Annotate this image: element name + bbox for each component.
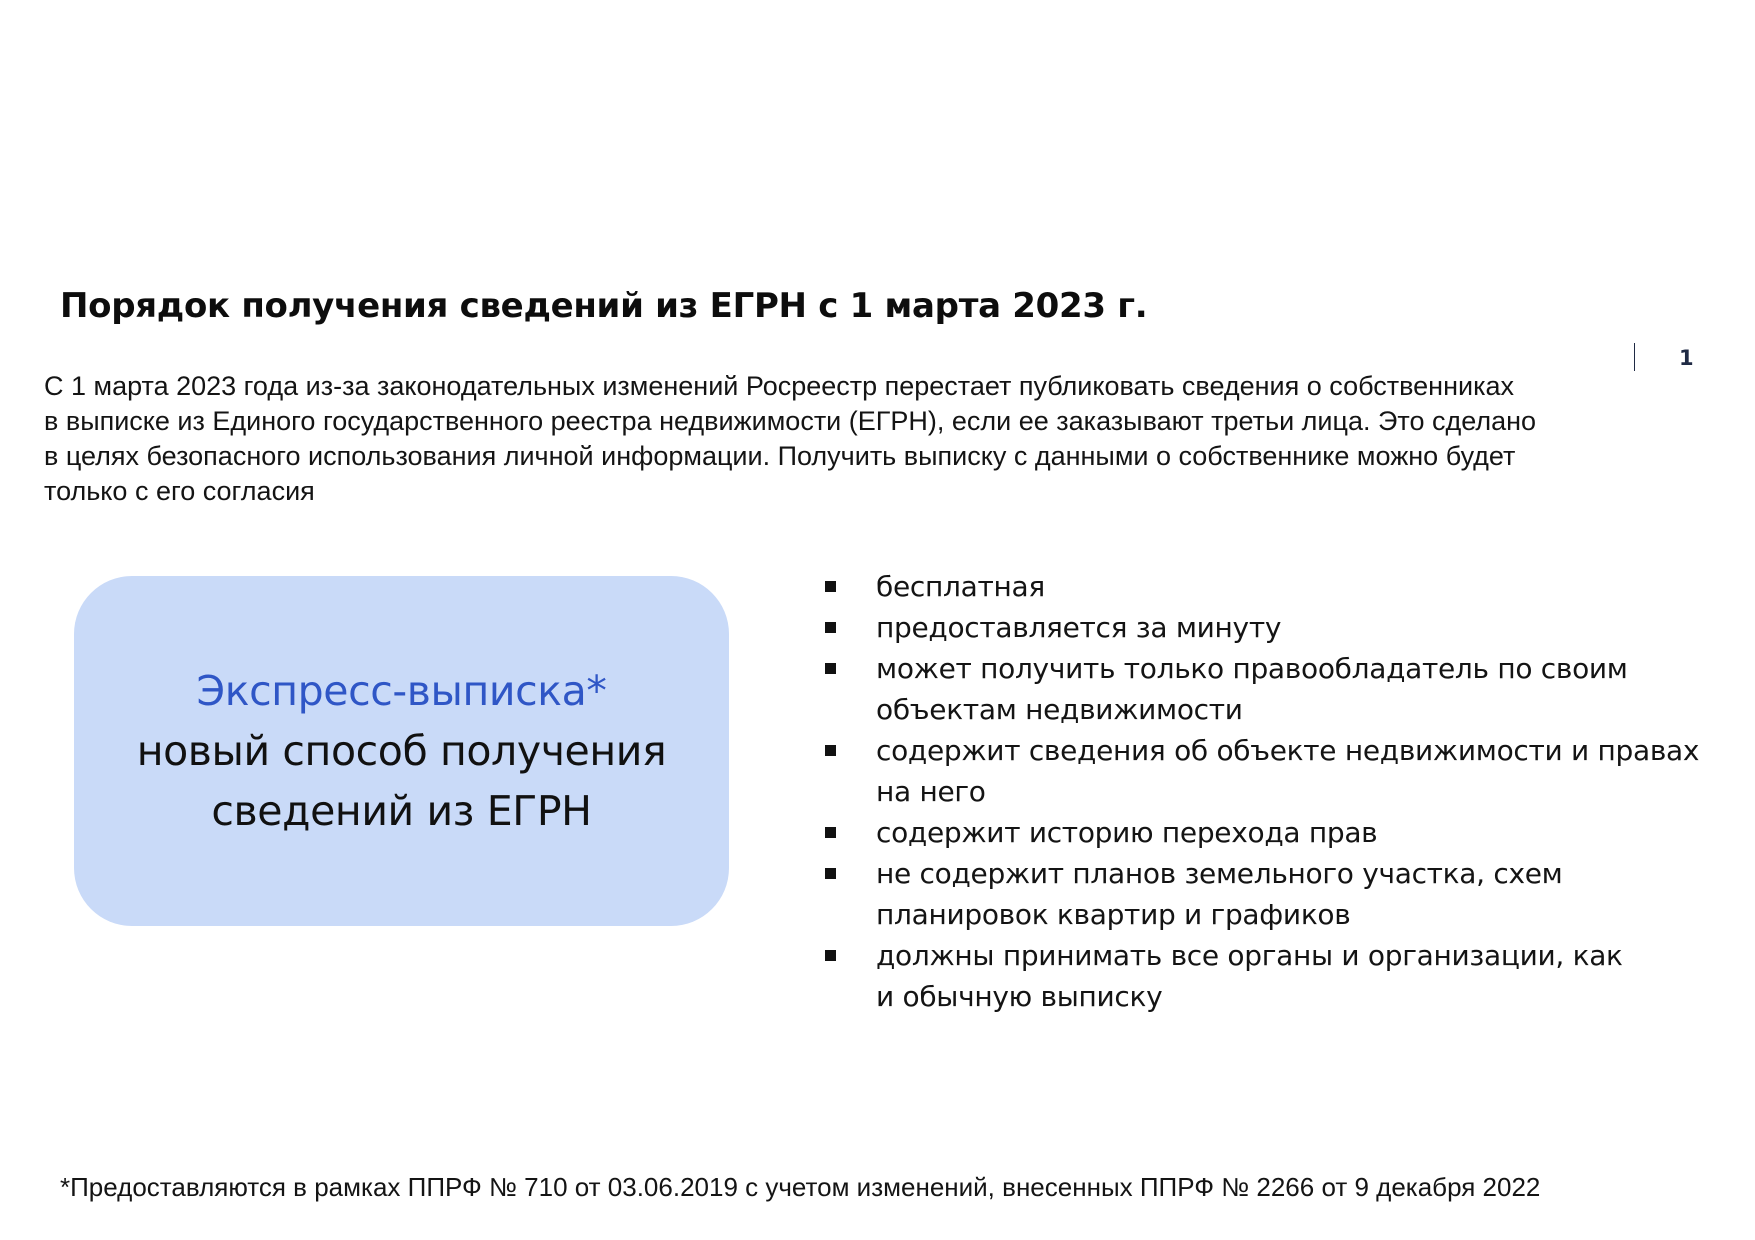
list-item-text: бесплатная: [876, 570, 1045, 603]
square-bullet-icon: [825, 581, 836, 592]
square-bullet-icon: [825, 868, 836, 879]
callout-line: сведений из ЕГРН: [211, 787, 592, 835]
page-number-divider: [1634, 343, 1635, 371]
square-bullet-icon: [825, 827, 836, 838]
list-item: [820, 812, 1720, 853]
express-extract-callout: [74, 576, 729, 926]
list-item-text: на него: [876, 775, 986, 808]
list-item: [820, 935, 1720, 1017]
footnote: *Предоставляются в рамках ППРФ № 710 от 03.06.2019 с учетом изменений, внесенных ППРФ № 2266 от 9 декабря 2022: [60, 1172, 1541, 1202]
list-item-text: содержит сведения об объекте недвижимости и правах: [876, 734, 1700, 767]
intro-line: в целях безопасного использования личной информации. Получить выписку с данными о собственнике можно будет: [44, 441, 1516, 471]
list-item-text: содержит историю перехода прав: [876, 816, 1378, 849]
list-item-text: предоставляется за минуту: [876, 611, 1282, 644]
list-item-text: объектам недвижимости: [876, 693, 1243, 726]
square-bullet-icon: [825, 622, 836, 633]
intro-line: только с его согласия: [44, 476, 315, 506]
intro-line: в выписке из Единого государственного реестра недвижимости (ЕГРН), если ее заказывают третьи лица. Это сделано: [44, 406, 1537, 436]
list-item: [820, 730, 1720, 812]
list-item: [820, 853, 1720, 935]
list-item-text: может получить только правообладатель по своим: [876, 652, 1628, 685]
intro-paragraph: [44, 369, 1694, 509]
page-title: Порядок получения сведений из ЕГРН с 1 марта 2023 г.: [60, 286, 1148, 326]
square-bullet-icon: [825, 663, 836, 674]
page-number: 1: [1679, 346, 1694, 370]
callout-line: новый способ получения: [136, 727, 667, 775]
features-list: [820, 566, 1720, 1017]
list-item: [820, 607, 1720, 648]
list-item-text: должны принимать все органы и организации, как: [876, 939, 1623, 972]
callout-accent-text: Экспресс-выписка*: [196, 667, 607, 715]
intro-line: С 1 марта 2023 года из-за законодательных изменений Росреестр перестает публиковать сведения о собственниках: [44, 371, 1515, 401]
list-item-text: планировок квартир и графиков: [876, 898, 1351, 931]
square-bullet-icon: [825, 950, 836, 961]
square-bullet-icon: [825, 745, 836, 756]
list-item: [820, 648, 1720, 730]
list-item-text: и обычную выписку: [876, 980, 1163, 1013]
list-item: [820, 566, 1720, 607]
list-item-text: не содержит планов земельного участка, схем: [876, 857, 1563, 890]
